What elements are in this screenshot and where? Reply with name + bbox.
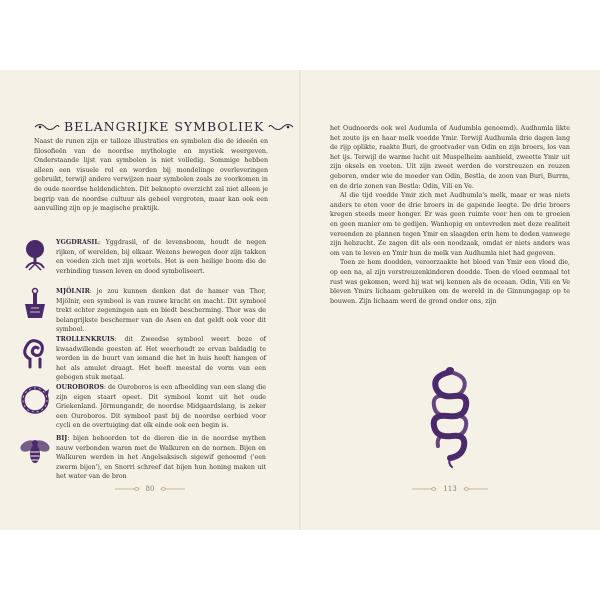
mjolnir-hammer-icon bbox=[18, 287, 52, 321]
section-heading-row bbox=[34, 120, 270, 134]
symbol-entry-bij bbox=[18, 434, 272, 481]
intro-paragraph: Naast de runen zijn er talloze illustraties en symbolen die de ideeën en filosofieën van de noordse mythologie en mystiek weergeven. Onderstaande lijst van symbolen is niet volledig. Sommige hebben alleen een visuele rol en worden bij mondelinge overleveringen gebruikt, terwijl andere verwijzen naar symbolen zoals ze voorkomen in de oude noordse heldendichten. Dit beknopte overzicht zal niet alleen je begrip van de noordse cultuur als geheel vergroten, maar kan ook een aanvulling zijn op je magische praktijk. bbox=[34, 138, 268, 213]
crescent-moon-serpent-icon bbox=[410, 350, 490, 470]
paragraph: het Oudnoords ook wel Audumla of Audumbla genoemd). Audhumla likte het zoute ijs en haar melk voedde Ymir. Terwijl Audhumla drie dagen lang de rijp oplikte, raakte Buri, de grootvader van Odin en zijn broers, los van het ijs. Terwijl de warme lucht uit Muspelheim aanhield, zweette Ymir uit zijn oksels en voeten. Uit zijn zweet werden de vorstreuzen en reuzen geboren, onder wie de moeder van Odin, Bestla, de zoon van Buri, Burrm, en de drie zonen van Bestla: Odin, Vili en Ve. bbox=[330, 125, 570, 190]
symbol-name: TROLLENKRUIS bbox=[56, 336, 115, 343]
symbol-entry-mjolnir bbox=[18, 287, 272, 334]
bee-icon bbox=[18, 434, 52, 468]
folio-ornament-left-icon bbox=[411, 485, 437, 493]
troll-cross-icon bbox=[18, 335, 52, 369]
yggdrasil-tree-icon bbox=[18, 238, 52, 272]
page-number-left bbox=[95, 483, 205, 495]
ornament-right-icon bbox=[268, 122, 294, 132]
symbol-entry-trollenkruis bbox=[18, 335, 272, 382]
right-page bbox=[300, 70, 600, 530]
symbol-text-mjolnir bbox=[56, 287, 266, 335]
folio-ornament-right-icon bbox=[463, 485, 489, 493]
symbol-text-bij bbox=[56, 434, 266, 482]
body-text bbox=[330, 124, 570, 306]
book-spread bbox=[0, 70, 600, 530]
paragraph: Toen ze hem doodden, veroorzaakte het bloed van Ymir een vloed die, op een na, al zijn vorstreuzenkinderen doodde. Toen de vloed eenmaal tot rust was gekomen, werd hij wat wij kennen als de oceaan. Odin, Vili en Ve bleven Ymirs lichaam gebruiken om de wereld in de Ginnungagap op te bouwen. Zijn lichaam werd de grond onder ons, zijn bbox=[330, 259, 570, 305]
page-number: 113 bbox=[443, 485, 457, 493]
symbol-name: YGGDRASIL bbox=[56, 239, 99, 246]
page-number: 80 bbox=[145, 485, 155, 493]
symbol-text-ouroboros bbox=[56, 383, 266, 431]
folio-ornament-left-icon bbox=[114, 485, 140, 493]
symbol-name: MJÖLNIR bbox=[56, 288, 90, 295]
left-page bbox=[0, 70, 300, 530]
symbol-text-yggdrasil bbox=[56, 238, 266, 276]
page-number-right bbox=[395, 483, 505, 495]
symbol-description: : je zou kunnen denken dat de hamer van Thor, Mjölnir, een symbool is van rauwe kracht en macht. Dit symbool trekt echter zegeningen aan en biedt bescherming. Thor was de belangrijkste beschermer van de Asen en dat geldt ook voor dit symbool. bbox=[56, 288, 266, 334]
symbol-text-trollenkruis bbox=[56, 335, 266, 383]
paragraph: Al die tijd voedde Ymir zich met Audhumla's melk, maar er was niets anders te eten voor de drie broers in de gapende leegte. De drie broers kregen steeds meer honger. Er was geen ruimte voor hen om te groeien en geen manier om te gedijen. Wanhopig en ontevreden met deze realiteit vereenden ze plannen tegen Ymir en slaagden erin hem te doden vanwege zijn hebzucht. Ze zagen dit als een noodzaak, omdat er niets anders was om van te leven en Ymir hun de melk van Audhumla niet had gegeven. bbox=[330, 192, 570, 257]
symbol-name: BIJ bbox=[56, 435, 68, 442]
symbol-description: : de Ouroboros is een afbeelding van een slang die zijn eigen staart opeet. Dit symbool komt uit het oude Griekenland. Jörmungandr, de noordse Midgaardslang, is zeker een Ouroboros. Dit symbool past bij de noordse eerbied voor cycli en de overtuiging dat elk einde ook een begin is. bbox=[56, 384, 266, 430]
symbol-description: : Yggdrasil, of de levensboom, houdt de negen rijken, of werelden, bij elkaar. Wezens bewegen door zijn takken en voeden zich met zijn wortels. Het is een heilige boom die de verbinding tussen leven en dood symboliseert. bbox=[56, 239, 266, 275]
symbol-description: : bijen behoorden tot de dieren die in de noordse mythen nauw verbonden waren met de Walkuren en de nornen. Bijen en Walkuren werden in het Angelsaksisch sigewif genoemd ('een zwerm bijen'), en Snorri schreef dat bijen hun honing maken uit het water van de bron bbox=[56, 435, 266, 481]
symbol-name: OUROBOROS bbox=[56, 384, 104, 391]
symbol-entry-yggdrasil bbox=[18, 238, 272, 282]
ornament-left-icon bbox=[34, 122, 60, 132]
section-heading: BELANGRIJKE SYMBOLIEK bbox=[64, 119, 265, 134]
folio-ornament-right-icon bbox=[160, 485, 186, 493]
ouroboros-icon bbox=[18, 383, 52, 417]
symbol-description: : dit Zweedse symbool weert boze of kwaadwillende geesten af. Het weerhoudt ze ervan baldadig te worden in de buurt van iemand die het in huis heeft hangen of het als amulet draagt. Het heeft meestal de vorm van een gebogen stuk metaal. bbox=[56, 336, 266, 382]
symbol-entry-ouroboros bbox=[18, 383, 272, 437]
